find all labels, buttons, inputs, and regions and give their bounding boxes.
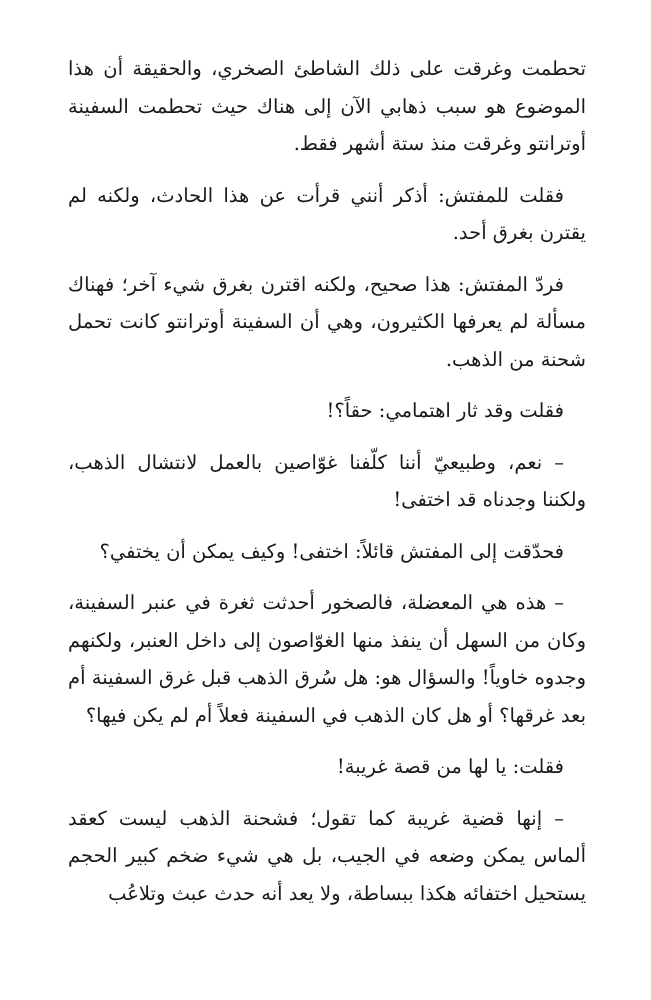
paragraph-1: تحطمت وغرقت على ذلك الشاطئ الصخري، والحقيقة أن هذا الموضوع هو سبب ذهابي الآن إلى هناك حيث تحطمت السفينة أوترانتو وغرقت منذ ستة أشهر فقط. <box>68 57 586 155</box>
paragraph-7: – هذه هي المعضلة، فالصخور أحدثت ثغرة في عنبر السفينة، وكان من السهل أن ينفذ منها الغوّاصون إلى داخل العنبر، ولكنهم وجدوه خاوياً! والسؤال هو: هل سُرق الذهب قبل غرق السفينة أم بعد غرقها؟ أو هل كان الذهب في السفينة فعلاً أم لم يكن فيها؟ <box>68 591 586 727</box>
paragraph-6: فحدّقت إلى المفتش قائلاً: اختفى! وكيف يمكن أن يختفي؟ <box>99 539 564 563</box>
paragraph-2: فقلت للمفتش: أذكر أنني قرأت عن هذا الحادث، ولكنه لم يقترن بغرق أحد. <box>68 183 586 244</box>
text-column <box>68 50 586 912</box>
paragraph-9: – إنها قضية غريبة كما تقول؛ فشحنة الذهب ليست كعقد ألماس يمكن وضعه في الجيب، بل هي شيء ضخم كبير الحجم يستحيل اختفائه هكذا ببساطة، ولا يعد أنه حدث عبث وتلاعُب <box>68 806 586 905</box>
paragraph-5: – نعم، وطبيعيّ أننا كلّفنا غوّاصين بالعمل لانتشال الذهب، ولكننا وجدناه قد اختفى! <box>68 450 586 511</box>
paragraph-4: فقلت وقد ثار اهتمامي: حقاً؟! <box>326 399 564 422</box>
paragraph-8: فقلت: يا لها من قصة غريبة! <box>336 755 564 778</box>
paragraph-3: فردّ المفتش: هذا صحيح، ولكنه اقترن بغرق شيء آخر؛ فهناك مسألة لم يعرفها الكثيرون، وهي أن السفينة أوترانتو كانت تحمل شحنة من الذهب. <box>68 272 586 371</box>
